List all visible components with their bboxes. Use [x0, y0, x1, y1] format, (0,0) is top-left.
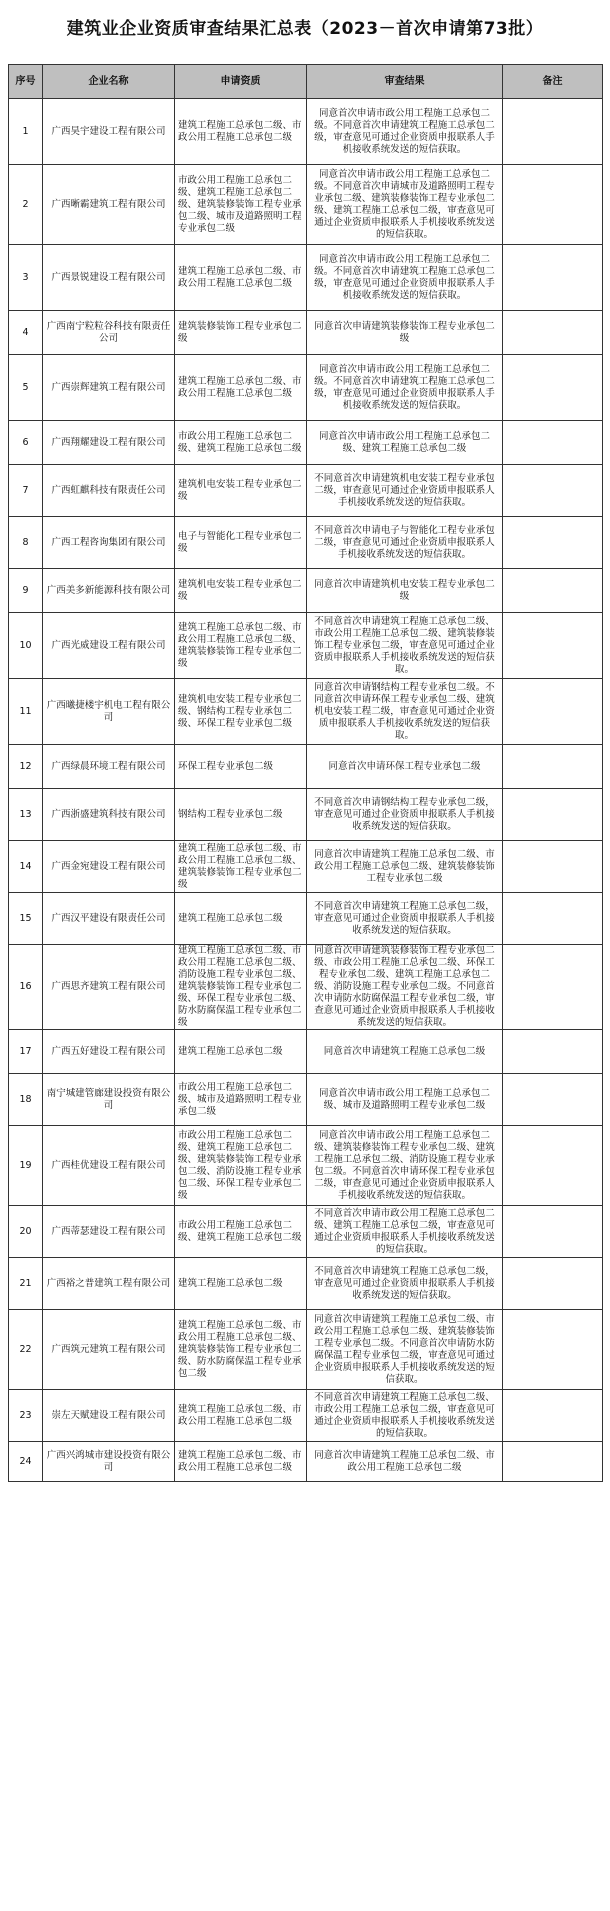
row-number: 12 [9, 745, 43, 789]
row-number: 16 [9, 945, 43, 1030]
table-row [9, 1074, 603, 1126]
table-row [9, 679, 603, 745]
applied-qualification: 建筑工程施工总承包二级、市政公用工程施工总承包二级、建筑装修装饰工程专业承包二级 [175, 613, 307, 679]
company-name: 广西裕之普建筑工程有限公司 [43, 1258, 175, 1310]
row-number: 6 [9, 421, 43, 465]
applied-qualification: 建筑工程施工总承包二级、市政公用工程施工总承包二级、消防设施工程专业承包二级、建筑装修装饰工程专业承包二级、环保工程专业承包二级、防水防腐保温工程专业承包二级 [175, 945, 307, 1030]
company-name: 广西崇辉建筑工程有限公司 [43, 355, 175, 421]
applied-qualification: 建筑工程施工总承包二级、市政公用工程施工总承包二级 [175, 355, 307, 421]
row-number: 19 [9, 1126, 43, 1206]
header-name: 企业名称 [43, 65, 175, 99]
applied-qualification: 市政公用工程施工总承包二级、建筑工程施工总承包二级 [175, 421, 307, 465]
remark [503, 421, 603, 465]
table-row [9, 1442, 603, 1482]
review-result: 同意首次申请建筑机电安装工程专业承包二级 [307, 569, 503, 613]
remark [503, 569, 603, 613]
review-result: 同意首次申请市政公用工程施工总承包二级。不同意首次申请建筑工程施工总承包二级，审查意见可通过企业资质申报联系人手机接收系统发送的短信获取。 [307, 355, 503, 421]
row-number: 14 [9, 841, 43, 893]
review-result: 同意首次申请建筑工程施工总承包二级、市政公用工程施工总承包二级 [307, 1442, 503, 1482]
applied-qualification: 市政公用工程施工总承包二级、建筑工程施工总承包二级、建筑装修装饰工程专业承包二级、消防设施工程专业承包二级、环保工程专业承包二级 [175, 1126, 307, 1206]
table-row [9, 569, 603, 613]
company-name: 广西绿晨环境工程有限公司 [43, 745, 175, 789]
table-row [9, 355, 603, 421]
remark [503, 311, 603, 355]
remark [503, 517, 603, 569]
table-row [9, 745, 603, 789]
remark [503, 465, 603, 517]
company-name: 广西景锐建设工程有限公司 [43, 245, 175, 311]
table-row [9, 841, 603, 893]
review-result: 同意首次申请市政公用工程施工总承包二级、建筑装修装饰工程专业承包二级、建筑工程施工总承包二级、消防设施工程专业承包二级。不同意首次申请环保工程专业承包二级，审查意见可通过企业资质申报联系人手机接收系统发送的短信获取。 [307, 1126, 503, 1206]
applied-qualification: 建筑机电安装工程专业承包二级、钢结构工程专业承包二级、环保工程专业承包二级 [175, 679, 307, 745]
row-number: 20 [9, 1206, 43, 1258]
table-row [9, 789, 603, 841]
applied-qualification: 建筑工程施工总承包二级 [175, 893, 307, 945]
row-number: 11 [9, 679, 43, 745]
applied-qualification: 建筑装修装饰工程专业承包二级 [175, 311, 307, 355]
applied-qualification: 建筑工程施工总承包二级 [175, 1030, 307, 1074]
review-result: 同意首次申请市政公用工程施工总承包二级。不同意首次申请建筑工程施工总承包二级，审查意见可通过企业资质申报联系人手机接收系统发送的短信获取。 [307, 245, 503, 311]
review-result: 不同意首次申请建筑机电安装工程专业承包二级，审查意见可通过企业资质申报联系人手机接收系统发送的短信获取。 [307, 465, 503, 517]
header-note: 备注 [503, 65, 603, 99]
review-result: 同意首次申请建筑装修装饰工程专业承包二级 [307, 311, 503, 355]
row-number: 8 [9, 517, 43, 569]
remark [503, 679, 603, 745]
company-name: 广西金宛建设工程有限公司 [43, 841, 175, 893]
review-result: 同意首次申请建筑工程施工总承包二级、市政公用工程施工总承包二级、建筑装修装饰工程专业承包二级。不同意首次申请防水防腐保温工程专业承包二级，审查意见可通过企业资质申报联系人手机接收系统发送的短信获取。 [307, 1310, 503, 1390]
remark [503, 1442, 603, 1482]
company-name: 崇左天赋建设工程有限公司 [43, 1390, 175, 1442]
table-row [9, 421, 603, 465]
company-name: 广西筑元建筑工程有限公司 [43, 1310, 175, 1390]
review-result: 同意首次申请环保工程专业承包二级 [307, 745, 503, 789]
company-name: 广西晰霸建筑工程有限公司 [43, 165, 175, 245]
applied-qualification: 建筑工程施工总承包二级、市政公用工程施工总承包二级、建筑装修装饰工程专业承包二级、防水防腐保温工程专业承包二级 [175, 1310, 307, 1390]
table-row [9, 517, 603, 569]
company-name: 广西五好建设工程有限公司 [43, 1030, 175, 1074]
remark [503, 1030, 603, 1074]
row-number: 7 [9, 465, 43, 517]
row-number: 15 [9, 893, 43, 945]
company-name: 广西思齐建筑工程有限公司 [43, 945, 175, 1030]
header-qual: 申请资质 [175, 65, 307, 99]
header-no: 序号 [9, 65, 43, 99]
row-number: 2 [9, 165, 43, 245]
table-row [9, 893, 603, 945]
row-number: 17 [9, 1030, 43, 1074]
review-result: 同意首次申请建筑工程施工总承包二级 [307, 1030, 503, 1074]
applied-qualification: 建筑工程施工总承包二级、市政公用工程施工总承包二级 [175, 245, 307, 311]
applied-qualification: 市政公用工程施工总承包二级、城市及道路照明工程专业承包二级 [175, 1074, 307, 1126]
applied-qualification: 建筑机电安装工程专业承包二级 [175, 569, 307, 613]
review-result: 不同意首次申请建筑工程施工总承包二级，审查意见可通过企业资质申报联系人手机接收系统发送的短信获取。 [307, 1258, 503, 1310]
row-number: 23 [9, 1390, 43, 1442]
applied-qualification: 建筑工程施工总承包二级、市政公用工程施工总承包二级 [175, 99, 307, 165]
company-name: 广西汉平建设有限责任公司 [43, 893, 175, 945]
review-result: 同意首次申请市政公用工程施工总承包二级。不同意首次申请城市及道路照明工程专业承包二级、建筑装修装饰工程专业承包二级、建筑工程施工总承包二级，审查意见可通过企业资质申报联系人手机接收系统发送的短信获取。 [307, 165, 503, 245]
remark [503, 1206, 603, 1258]
applied-qualification: 建筑机电安装工程专业承包二级 [175, 465, 307, 517]
remark [503, 1074, 603, 1126]
applied-qualification: 建筑工程施工总承包二级 [175, 1258, 307, 1310]
table-header-row [9, 65, 603, 99]
company-name: 广西昊宇建设工程有限公司 [43, 99, 175, 165]
applied-qualification: 环保工程专业承包二级 [175, 745, 307, 789]
table-row [9, 99, 603, 165]
remark [503, 893, 603, 945]
company-name: 广西桂优建设工程有限公司 [43, 1126, 175, 1206]
table-row [9, 945, 603, 1030]
row-number: 5 [9, 355, 43, 421]
review-result: 同意首次申请市政公用工程施工总承包二级、城市及道路照明工程专业承包二级 [307, 1074, 503, 1126]
remark [503, 1310, 603, 1390]
company-name: 广西浙盛建筑科技有限公司 [43, 789, 175, 841]
review-result: 不同意首次申请市政公用工程施工总承包二级、建筑工程施工总承包二级，审查意见可通过企业资质申报联系人手机接收系统发送的短信获取。 [307, 1206, 503, 1258]
table-body [9, 99, 603, 1482]
company-name: 广西南宁粒粒谷科技有限责任公司 [43, 311, 175, 355]
table-row [9, 1390, 603, 1442]
company-name: 广西蒂瑟建设工程有限公司 [43, 1206, 175, 1258]
review-result: 同意首次申请建筑装修装饰工程专业承包二级、市政公用工程施工总承包二级、环保工程专业承包二级、建筑工程施工总承包二级、消防设施工程专业承包二级。不同意首次申请防水防腐保温工程专业承包二级，审查意见可通过企业资质申报联系人手机接收系统发送的短信获取。 [307, 945, 503, 1030]
row-number: 13 [9, 789, 43, 841]
table-row [9, 1206, 603, 1258]
table-row [9, 1310, 603, 1390]
company-name: 广西翔耀建设工程有限公司 [43, 421, 175, 465]
company-name: 南宁城建管廊建设投资有限公司 [43, 1074, 175, 1126]
table-row [9, 613, 603, 679]
review-result: 不同意首次申请建筑工程施工总承包二级、市政公用工程施工总承包二级、建筑装修装饰工程专业承包二级，审查意见可通过企业资质申报联系人手机接收系统发送的短信获取。 [307, 613, 503, 679]
remark [503, 165, 603, 245]
table-row [9, 1258, 603, 1310]
table-row [9, 465, 603, 517]
remark [503, 1390, 603, 1442]
page-title: 建筑业企业资质审查结果汇总表（2023－首次申请第73批） [66, 19, 544, 39]
remark [503, 245, 603, 311]
company-name: 广西工程咨询集团有限公司 [43, 517, 175, 569]
applied-qualification: 建筑工程施工总承包二级、市政公用工程施工总承包二级 [175, 1390, 307, 1442]
review-result: 同意首次申请市政公用工程施工总承包二级。不同意首次申请建筑工程施工总承包二级，审查意见可通过企业资质申报联系人手机接收系统发送的短信获取。 [307, 99, 503, 165]
results-table [8, 64, 603, 1482]
company-name: 广西美多新能源科技有限公司 [43, 569, 175, 613]
applied-qualification: 钢结构工程专业承包二级 [175, 789, 307, 841]
table-row [9, 1126, 603, 1206]
row-number: 18 [9, 1074, 43, 1126]
review-result: 同意首次申请钢结构工程专业承包二级。不同意首次申请环保工程专业承包二级、建筑机电安装工程二级，审查意见可通过企业资质申报联系人手机接收系统发送的短信获取。 [307, 679, 503, 745]
table-row [9, 165, 603, 245]
row-number: 21 [9, 1258, 43, 1310]
applied-qualification: 市政公用工程施工总承包二级、建筑工程施工总承包二级 [175, 1206, 307, 1258]
table-row [9, 311, 603, 355]
review-result: 不同意首次申请建筑工程施工总承包二级，审查意见可通过企业资质申报联系人手机接收系统发送的短信获取。 [307, 893, 503, 945]
remark [503, 355, 603, 421]
remark [503, 613, 603, 679]
table-row [9, 245, 603, 311]
company-name: 广西光威建设工程有限公司 [43, 613, 175, 679]
remark [503, 789, 603, 841]
company-name: 广西兴鸿城市建设投资有限公司 [43, 1442, 175, 1482]
review-result: 不同意首次申请电子与智能化工程专业承包二级，审查意见可通过企业资质申报联系人手机接收系统发送的短信获取。 [307, 517, 503, 569]
row-number: 10 [9, 613, 43, 679]
review-result: 同意首次申请市政公用工程施工总承包二级、建筑工程施工总承包二级 [307, 421, 503, 465]
row-number: 3 [9, 245, 43, 311]
remark [503, 1126, 603, 1206]
row-number: 9 [9, 569, 43, 613]
applied-qualification: 建筑工程施工总承包二级、市政公用工程施工总承包二级 [175, 1442, 307, 1482]
remark [503, 841, 603, 893]
company-name: 广西虹麒科技有限责任公司 [43, 465, 175, 517]
row-number: 1 [9, 99, 43, 165]
remark [503, 945, 603, 1030]
company-name: 广西曦捷楼宇机电工程有限公司 [43, 679, 175, 745]
remark [503, 99, 603, 165]
remark [503, 745, 603, 789]
row-number: 24 [9, 1442, 43, 1482]
applied-qualification: 电子与智能化工程专业承包二级 [175, 517, 307, 569]
row-number: 4 [9, 311, 43, 355]
review-result: 不同意首次申请钢结构工程专业承包二级，审查意见可通过企业资质申报联系人手机接收系统发送的短信获取。 [307, 789, 503, 841]
remark [503, 1258, 603, 1310]
header-result: 审查结果 [307, 65, 503, 99]
applied-qualification: 市政公用工程施工总承包二级、建筑工程施工总承包二级、建筑装修装饰工程专业承包二级、城市及道路照明工程专业承包二级 [175, 165, 307, 245]
table-row [9, 1030, 603, 1074]
row-number: 22 [9, 1310, 43, 1390]
review-result: 同意首次申请建筑工程施工总承包二级、市政公用工程施工总承包二级、建筑装修装饰工程专业承包二级 [307, 841, 503, 893]
review-result: 不同意首次申请建筑工程施工总承包二级、市政公用工程施工总承包二级，审查意见可通过企业资质申报联系人手机接收系统发送的短信获取。 [307, 1390, 503, 1442]
applied-qualification: 建筑工程施工总承包二级、市政公用工程施工总承包二级、建筑装修装饰工程专业承包二级 [175, 841, 307, 893]
